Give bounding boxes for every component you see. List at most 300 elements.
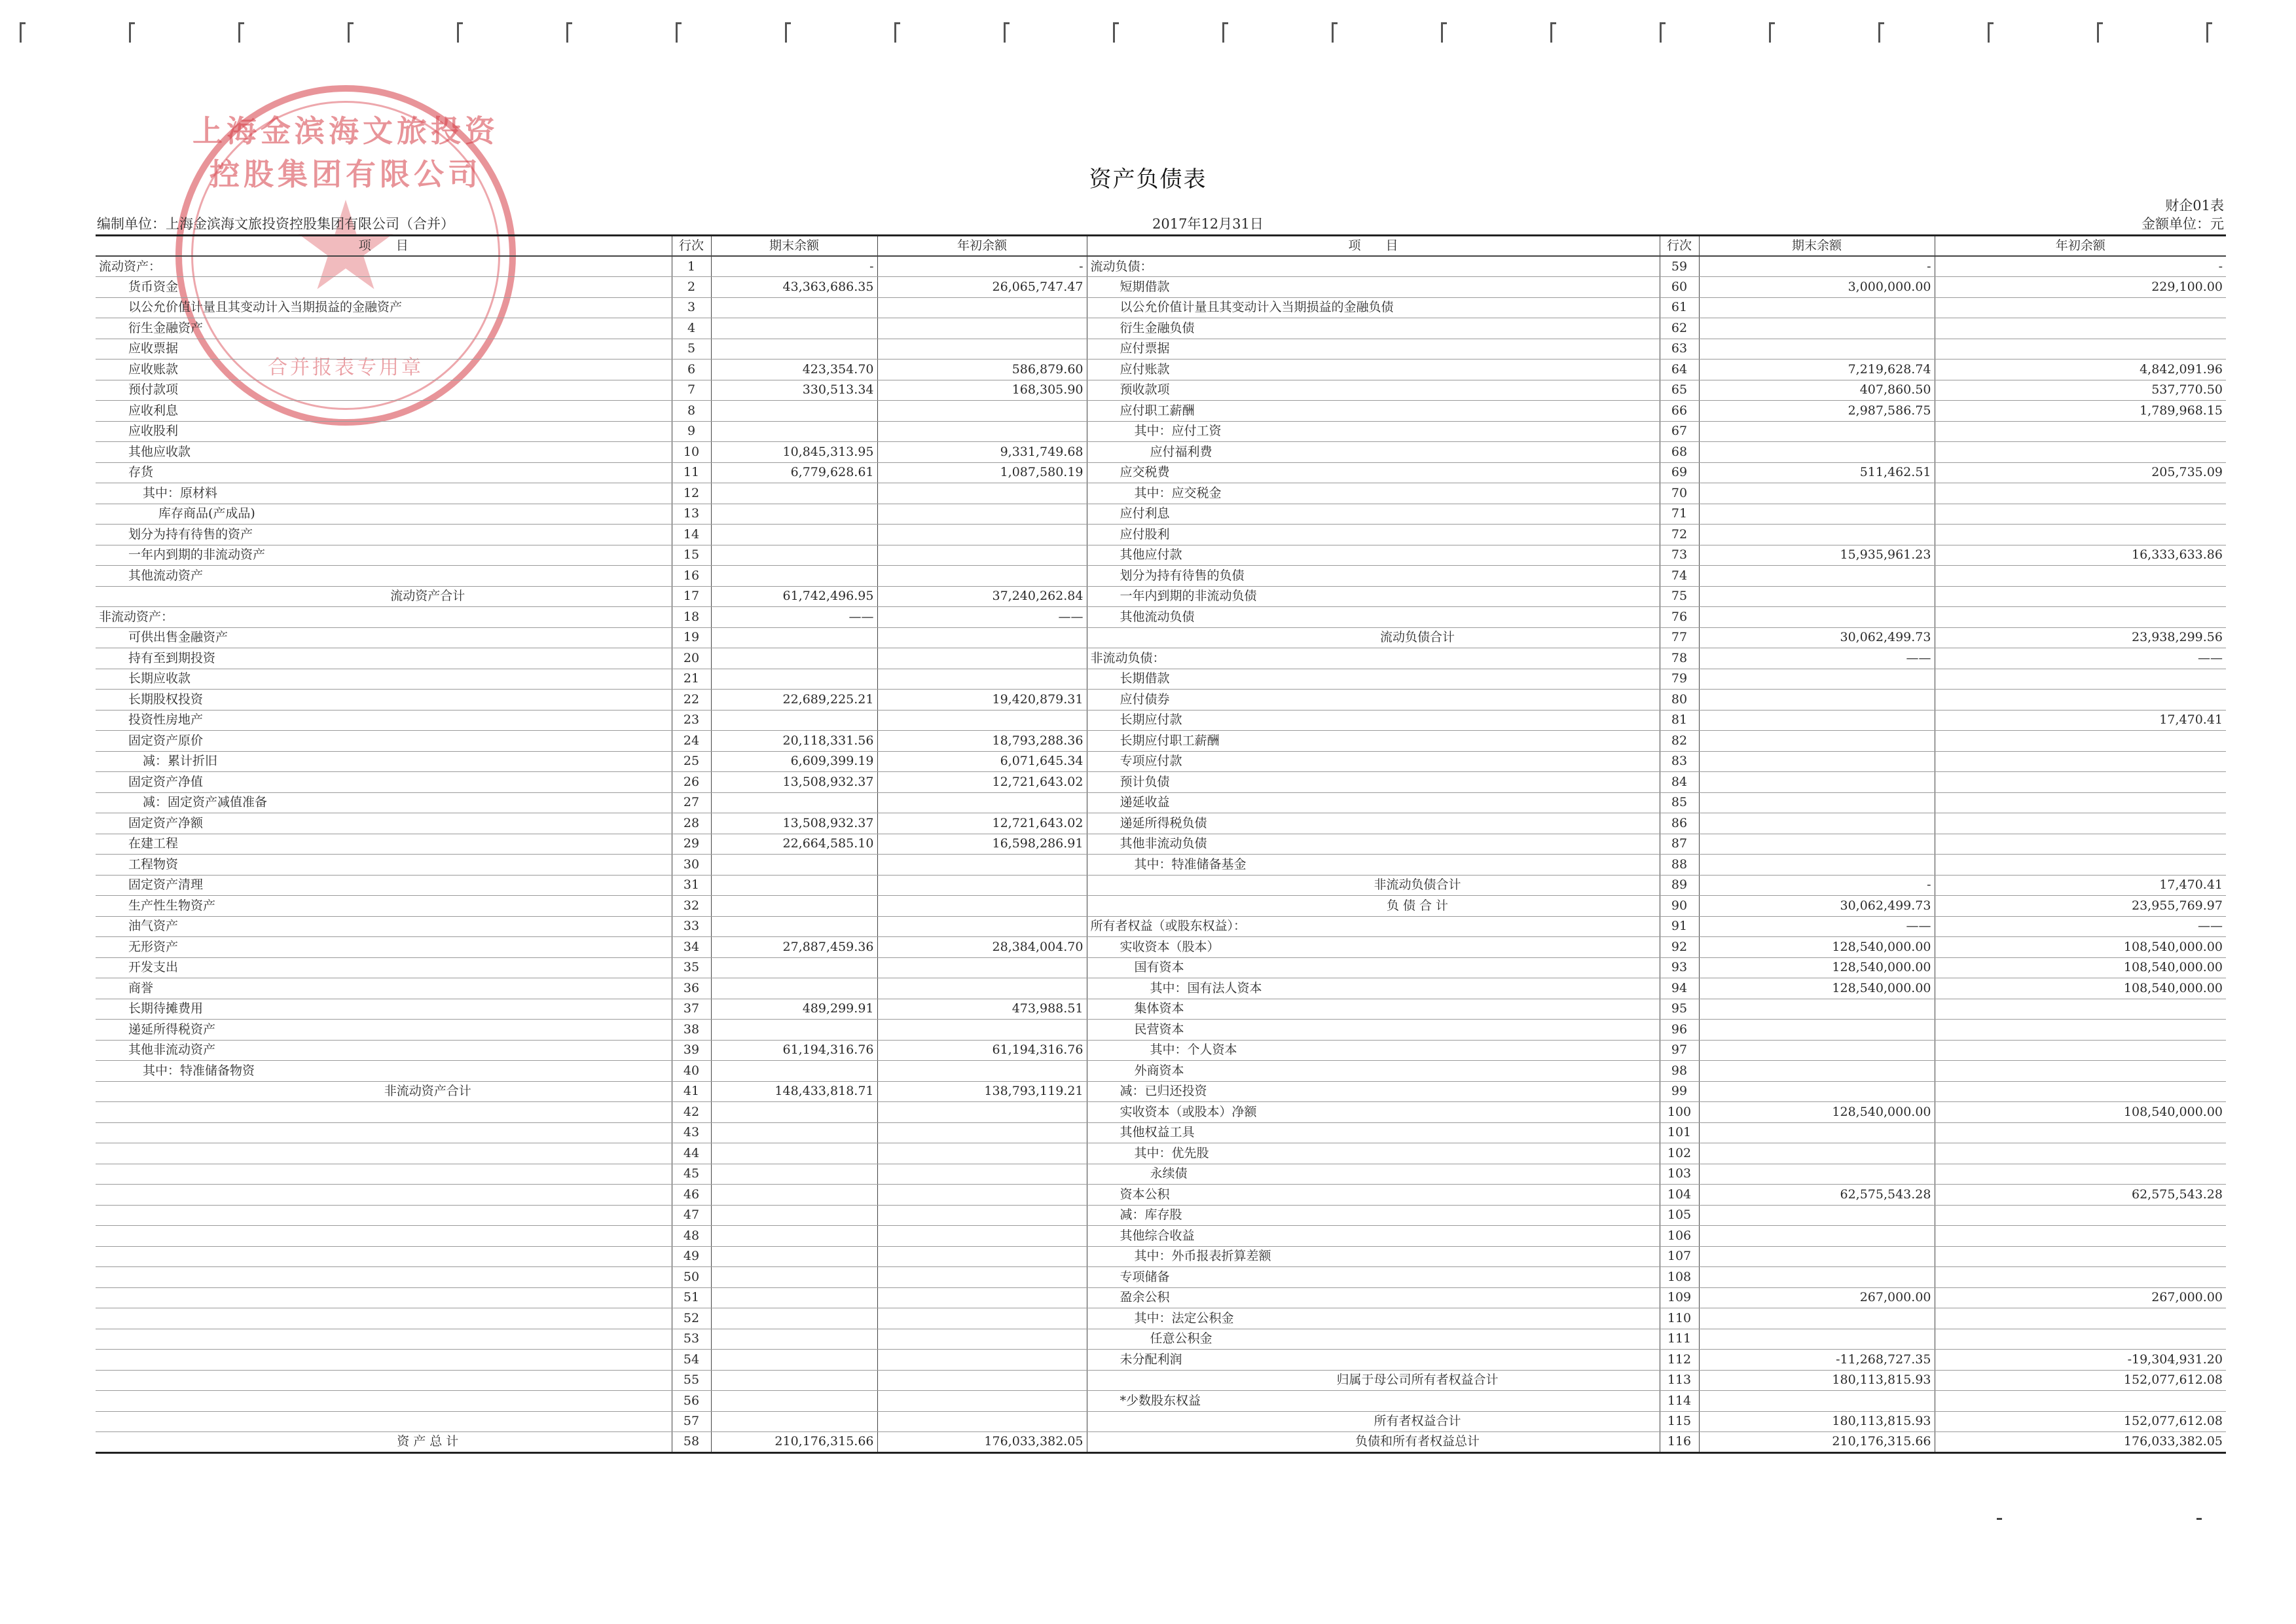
- begin-balance-left: 26,065,747.47: [877, 277, 1087, 298]
- line-number-left: 6: [672, 360, 711, 380]
- line-number-right: 98: [1660, 1061, 1699, 1082]
- item-cell-right: 民营资本: [1087, 1020, 1660, 1041]
- begin-balance-left: 12,721,643.02: [877, 772, 1087, 793]
- item-cell-left: [96, 1122, 672, 1143]
- item-cell-left: [96, 1226, 672, 1247]
- end-balance-right: [1699, 751, 1935, 772]
- end-balance-left: [711, 1164, 877, 1185]
- begin-balance-right: 267,000.00: [1935, 1287, 2226, 1308]
- end-balance-right: -11,268,727.35: [1699, 1350, 1935, 1371]
- end-balance-left: 61,194,316.76: [711, 1040, 877, 1061]
- line-number-left: 38: [672, 1020, 711, 1041]
- begin-balance-right: [1935, 504, 2226, 525]
- line-number-right: 111: [1660, 1329, 1699, 1350]
- line-number-right: 79: [1660, 669, 1699, 690]
- item-cell-right: 长期应付职工薪酬: [1087, 731, 1660, 752]
- begin-balance-right: [1935, 999, 2226, 1020]
- item-cell-right: 任意公积金: [1087, 1329, 1660, 1350]
- line-number-left: 55: [672, 1370, 711, 1391]
- table-row: [96, 813, 2226, 834]
- item-cell-right: 负 债 合 计: [1087, 896, 1660, 917]
- begin-balance-right: [1935, 1246, 2226, 1267]
- end-balance-right: [1699, 1308, 1935, 1329]
- line-number-left: 25: [672, 751, 711, 772]
- binder-hole-mark: [894, 22, 900, 43]
- end-balance-right: -: [1699, 875, 1935, 896]
- scan-mark: [2196, 1518, 2202, 1520]
- begin-balance-left: 61,194,316.76: [877, 1040, 1087, 1061]
- line-number-left: 51: [672, 1287, 711, 1308]
- end-balance-left: [711, 648, 877, 669]
- binder-holes: [20, 18, 2276, 45]
- item-cell-left: 一年内到期的非流动资产: [96, 545, 672, 566]
- line-number-right: 108: [1660, 1267, 1699, 1288]
- line-number-left: 33: [672, 916, 711, 937]
- table-row: [96, 916, 2226, 937]
- item-cell-right: 归属于母公司所有者权益合计: [1087, 1370, 1660, 1391]
- line-number-right: 92: [1660, 937, 1699, 958]
- end-balance-left: [711, 978, 877, 999]
- item-cell-left: 划分为持有待售的资产: [96, 525, 672, 545]
- end-balance-right: 210,176,315.66: [1699, 1432, 1935, 1453]
- line-number-left: 8: [672, 401, 711, 422]
- balance-sheet-body: [96, 256, 2226, 1452]
- end-balance-left: -: [711, 256, 877, 277]
- end-balance-right: [1699, 669, 1935, 690]
- line-number-right: 94: [1660, 978, 1699, 999]
- item-cell-left: [96, 1246, 672, 1267]
- table-row: [96, 669, 2226, 690]
- line-number-right: 71: [1660, 504, 1699, 525]
- end-balance-right: [1699, 607, 1935, 628]
- item-cell-right: 其中：国有法人资本: [1087, 978, 1660, 999]
- begin-balance-right: 1,789,968.15: [1935, 401, 2226, 422]
- item-cell-right: 划分为持有待售的负债: [1087, 566, 1660, 587]
- line-number-left: 58: [672, 1432, 711, 1453]
- begin-balance-left: -: [877, 256, 1087, 277]
- item-cell-left: [96, 1287, 672, 1308]
- line-number-left: 31: [672, 875, 711, 896]
- binder-hole-mark: [1769, 22, 1775, 43]
- item-cell-left: 长期应收款: [96, 669, 672, 690]
- end-balance-left: 148,433,818.71: [711, 1081, 877, 1102]
- begin-balance-right: 16,333,633.86: [1935, 545, 2226, 566]
- begin-balance-right: [1935, 751, 2226, 772]
- end-balance-right: [1699, 1226, 1935, 1247]
- begin-balance-left: [877, 1391, 1087, 1412]
- table-row: [96, 1246, 2226, 1267]
- table-row: [96, 297, 2226, 318]
- item-cell-right: 其他应付款: [1087, 545, 1660, 566]
- line-number-right: 84: [1660, 772, 1699, 793]
- end-balance-left: [711, 1205, 877, 1226]
- binder-hole-mark: [1988, 22, 1994, 43]
- line-number-left: 48: [672, 1226, 711, 1247]
- table-row: [96, 1411, 2226, 1432]
- binder-hole-mark: [1550, 22, 1556, 43]
- line-number-left: 4: [672, 318, 711, 339]
- end-balance-right: -: [1699, 256, 1935, 277]
- line-number-left: 13: [672, 504, 711, 525]
- item-cell-right: 所有者权益（或股东权益）：: [1087, 916, 1660, 937]
- begin-balance-right: [1935, 792, 2226, 813]
- binder-hole-mark: [566, 22, 572, 43]
- end-balance-right: [1699, 731, 1935, 752]
- line-number-right: 100: [1660, 1102, 1699, 1123]
- line-number-right: 63: [1660, 339, 1699, 360]
- begin-balance-left: [877, 1122, 1087, 1143]
- table-row: [96, 483, 2226, 504]
- table-row: [96, 792, 2226, 813]
- begin-balance-right: 62,575,543.28: [1935, 1185, 2226, 1206]
- line-number-right: 103: [1660, 1164, 1699, 1185]
- table-row: [96, 1205, 2226, 1226]
- item-cell-right: 应付利息: [1087, 504, 1660, 525]
- begin-balance-right: [1935, 690, 2226, 710]
- line-number-left: 14: [672, 525, 711, 545]
- item-cell-left: 非流动资产：: [96, 607, 672, 628]
- table-row: [96, 957, 2226, 978]
- item-cell-right: 专项应付款: [1087, 751, 1660, 772]
- item-cell-left: 其中：原材料: [96, 483, 672, 504]
- begin-balance-right: [1935, 525, 2226, 545]
- item-cell-right: 递延收益: [1087, 792, 1660, 813]
- end-balance-left: [711, 875, 877, 896]
- end-balance-left: [711, 1102, 877, 1123]
- end-balance-left: [711, 957, 877, 978]
- end-balance-right: [1699, 1143, 1935, 1164]
- header-meta: [97, 213, 2224, 236]
- line-number-right: 99: [1660, 1081, 1699, 1102]
- begin-balance-left: [877, 792, 1087, 813]
- item-cell-left: [96, 1308, 672, 1329]
- binder-hole-mark: [1878, 22, 1884, 43]
- item-cell-right: 流动负债合计: [1087, 627, 1660, 648]
- begin-balance-right: [1935, 586, 2226, 607]
- item-cell-left: 以公允价值计量且其变动计入当期损益的金融资产: [96, 297, 672, 318]
- binder-hole-mark: [238, 22, 244, 43]
- binder-hole-mark: [1441, 22, 1447, 43]
- line-number-right: 85: [1660, 792, 1699, 813]
- begin-balance-right: 176,033,382.05: [1935, 1432, 2226, 1453]
- line-number-right: 74: [1660, 566, 1699, 587]
- line-number-left: 21: [672, 669, 711, 690]
- begin-balance-left: [877, 1411, 1087, 1432]
- begin-balance-right: 23,955,769.97: [1935, 896, 2226, 917]
- table-row: [96, 586, 2226, 607]
- begin-balance-right: 108,540,000.00: [1935, 937, 2226, 958]
- line-number-left: 11: [672, 462, 711, 483]
- end-balance-left: [711, 1061, 877, 1082]
- begin-balance-left: 28,384,004.70: [877, 937, 1087, 958]
- item-cell-left: [96, 1205, 672, 1226]
- begin-balance-left: 1,087,580.19: [877, 462, 1087, 483]
- item-cell-left: 其他应收款: [96, 442, 672, 463]
- table-row: [96, 834, 2226, 855]
- line-number-left: 20: [672, 648, 711, 669]
- item-cell-left: 固定资产净值: [96, 772, 672, 793]
- line-number-left: 46: [672, 1185, 711, 1206]
- item-cell-left: [96, 1411, 672, 1432]
- table-row: [96, 875, 2226, 896]
- item-cell-left: 应收股利: [96, 421, 672, 442]
- end-balance-left: 22,689,225.21: [711, 690, 877, 710]
- item-cell-right: 其他权益工具: [1087, 1122, 1660, 1143]
- end-balance-left: [711, 1267, 877, 1288]
- item-cell-right: 实收资本（股本）: [1087, 937, 1660, 958]
- item-cell-right: 其他非流动负债: [1087, 834, 1660, 855]
- begin-balance-right: [1935, 1164, 2226, 1185]
- item-cell-left: 应收票据: [96, 339, 672, 360]
- item-cell-left: 资 产 总 计: [96, 1432, 672, 1453]
- begin-balance-right: [1935, 318, 2226, 339]
- item-cell-right: 应付股利: [1087, 525, 1660, 545]
- end-balance-left: 10,845,313.95: [711, 442, 877, 463]
- item-cell-right: 减：已归还投资: [1087, 1081, 1660, 1102]
- end-balance-right: [1699, 834, 1935, 855]
- line-number-left: 52: [672, 1308, 711, 1329]
- end-balance-right: 62,575,543.28: [1699, 1185, 1935, 1206]
- line-number-right: 101: [1660, 1122, 1699, 1143]
- line-number-left: 10: [672, 442, 711, 463]
- begin-balance-left: [877, 297, 1087, 318]
- begin-balance-right: [1935, 772, 2226, 793]
- begin-balance-right: [1935, 607, 2226, 628]
- begin-balance-left: 138,793,119.21: [877, 1081, 1087, 1102]
- item-cell-left: 库存商品(产成品): [96, 504, 672, 525]
- line-number-right: 114: [1660, 1391, 1699, 1412]
- end-balance-left: [711, 792, 877, 813]
- end-balance-left: [711, 1143, 877, 1164]
- col-header-line-left: 行次: [672, 236, 711, 257]
- item-cell-left: [96, 1329, 672, 1350]
- item-cell-right: 永续债: [1087, 1164, 1660, 1185]
- table-row: [96, 855, 2226, 876]
- table-row: [96, 1267, 2226, 1288]
- item-cell-left: 应收利息: [96, 401, 672, 422]
- line-number-left: 3: [672, 297, 711, 318]
- item-cell-right: 其中：特准储备基金: [1087, 855, 1660, 876]
- begin-balance-left: [877, 545, 1087, 566]
- end-balance-left: [711, 1411, 877, 1432]
- begin-balance-left: [877, 1020, 1087, 1041]
- end-balance-right: [1699, 525, 1935, 545]
- begin-balance-right: 108,540,000.00: [1935, 957, 2226, 978]
- item-cell-right: 专项储备: [1087, 1267, 1660, 1288]
- end-balance-left: 330,513.34: [711, 380, 877, 401]
- item-cell-left: [96, 1143, 672, 1164]
- line-number-right: 87: [1660, 834, 1699, 855]
- end-balance-right: [1699, 421, 1935, 442]
- begin-balance-left: 586,879.60: [877, 360, 1087, 380]
- col-header-end-right: 期末余额: [1699, 236, 1935, 257]
- table-row: [96, 896, 2226, 917]
- binder-hole-mark: [2206, 22, 2212, 43]
- begin-balance-left: 19,420,879.31: [877, 690, 1087, 710]
- end-balance-left: [711, 318, 877, 339]
- table-row: [96, 380, 2226, 401]
- binder-hole-mark: [129, 22, 135, 43]
- line-number-right: 88: [1660, 855, 1699, 876]
- begin-balance-right: [1935, 1143, 2226, 1164]
- begin-balance-right: 108,540,000.00: [1935, 1102, 2226, 1123]
- end-balance-right: ——: [1699, 648, 1935, 669]
- end-balance-left: 6,609,399.19: [711, 751, 877, 772]
- end-balance-right: [1699, 504, 1935, 525]
- begin-balance-right: [1935, 1308, 2226, 1329]
- line-number-left: 35: [672, 957, 711, 978]
- begin-balance-right: [1935, 297, 2226, 318]
- end-balance-left: [711, 483, 877, 504]
- end-balance-left: 43,363,686.35: [711, 277, 877, 298]
- col-header-begin-right: 年初余额: [1935, 236, 2226, 257]
- begin-balance-right: [1935, 1205, 2226, 1226]
- item-cell-right: 一年内到期的非流动负债: [1087, 586, 1660, 607]
- line-number-left: 44: [672, 1143, 711, 1164]
- end-balance-right: 267,000.00: [1699, 1287, 1935, 1308]
- table-row: [96, 1329, 2226, 1350]
- item-cell-right: 负债和所有者权益总计: [1087, 1432, 1660, 1453]
- end-balance-left: [711, 1185, 877, 1206]
- begin-balance-right: 17,470.41: [1935, 710, 2226, 731]
- line-number-right: 90: [1660, 896, 1699, 917]
- end-balance-right: [1699, 442, 1935, 463]
- end-balance-right: ——: [1699, 916, 1935, 937]
- item-cell-left: [96, 1102, 672, 1123]
- end-balance-left: 61,742,496.95: [711, 586, 877, 607]
- item-cell-right: 减：库存股: [1087, 1205, 1660, 1226]
- table-row: [96, 1143, 2226, 1164]
- end-balance-left: 20,118,331.56: [711, 731, 877, 752]
- reporting-entity: 编制单位：上海金滨海文旅投资控股集团有限公司（合并）: [97, 216, 454, 232]
- line-number-left: 2: [672, 277, 711, 298]
- begin-balance-left: [877, 504, 1087, 525]
- table-row: [96, 566, 2226, 587]
- item-cell-right: 所有者权益合计: [1087, 1411, 1660, 1432]
- seal-subtext: 合并报表专用章: [268, 356, 424, 379]
- item-cell-right: 非流动负债合计: [1087, 875, 1660, 896]
- end-balance-right: 407,860.50: [1699, 380, 1935, 401]
- table-row: [96, 1185, 2226, 1206]
- seal-text: 上海金滨海文旅投资控股集团有限公司: [192, 113, 499, 192]
- line-number-left: 49: [672, 1246, 711, 1267]
- item-cell-right: 应付福利费: [1087, 442, 1660, 463]
- end-balance-right: 30,062,499.73: [1699, 896, 1935, 917]
- table-row: [96, 1308, 2226, 1329]
- table-row: [96, 648, 2226, 669]
- begin-balance-left: [877, 1370, 1087, 1391]
- line-number-left: 5: [672, 339, 711, 360]
- line-number-right: 95: [1660, 999, 1699, 1020]
- begin-balance-right: [1935, 834, 2226, 855]
- table-row: [96, 751, 2226, 772]
- begin-balance-left: [877, 627, 1087, 648]
- begin-balance-right: [1935, 1391, 2226, 1412]
- item-cell-left: 其中：特准储备物资: [96, 1061, 672, 1082]
- item-cell-right: 应付票据: [1087, 339, 1660, 360]
- table-row: [96, 1102, 2226, 1123]
- line-number-right: 69: [1660, 462, 1699, 483]
- item-cell-right: 其中：法定公积金: [1087, 1308, 1660, 1329]
- line-number-left: 30: [672, 855, 711, 876]
- line-number-left: 32: [672, 896, 711, 917]
- end-balance-right: 7,219,628.74: [1699, 360, 1935, 380]
- begin-balance-right: 152,077,612.08: [1935, 1370, 2226, 1391]
- begin-balance-left: [877, 1287, 1087, 1308]
- line-number-left: 18: [672, 607, 711, 628]
- item-cell-right: 应交税费: [1087, 462, 1660, 483]
- begin-balance-left: 473,988.51: [877, 999, 1087, 1020]
- binder-hole-mark: [1113, 22, 1119, 43]
- item-cell-left: 递延所得税资产: [96, 1020, 672, 1041]
- item-cell-left: 油气资产: [96, 916, 672, 937]
- end-balance-left: 210,176,315.66: [711, 1432, 877, 1453]
- binder-hole-mark: [676, 22, 682, 43]
- item-cell-left: 应收账款: [96, 360, 672, 380]
- binder-hole-mark: [2097, 22, 2103, 43]
- line-number-left: 56: [672, 1391, 711, 1412]
- end-balance-right: [1699, 1081, 1935, 1102]
- end-balance-left: 13,508,932.37: [711, 772, 877, 793]
- end-balance-left: [711, 1391, 877, 1412]
- begin-balance-left: [877, 1226, 1087, 1247]
- header-row: [96, 236, 2226, 257]
- table-row: [96, 978, 2226, 999]
- begin-balance-left: 12,721,643.02: [877, 813, 1087, 834]
- begin-balance-right: [1935, 421, 2226, 442]
- end-balance-right: [1699, 1329, 1935, 1350]
- begin-balance-left: [877, 483, 1087, 504]
- table-row: [96, 360, 2226, 380]
- end-balance-right: 128,540,000.00: [1699, 1102, 1935, 1123]
- item-cell-right: 其中：应付工资: [1087, 421, 1660, 442]
- scan-mark: [1997, 1518, 2002, 1520]
- item-cell-right: 其中：个人资本: [1087, 1040, 1660, 1061]
- item-cell-left: 生产性生物资产: [96, 896, 672, 917]
- end-balance-right: [1699, 1061, 1935, 1082]
- begin-balance-left: [877, 957, 1087, 978]
- begin-balance-right: [1935, 1226, 2226, 1247]
- item-cell-left: [96, 1391, 672, 1412]
- begin-balance-right: [1935, 1267, 2226, 1288]
- begin-balance-left: [877, 1205, 1087, 1226]
- table-row: [96, 318, 2226, 339]
- begin-balance-left: 176,033,382.05: [877, 1432, 1087, 1453]
- line-number-right: 109: [1660, 1287, 1699, 1308]
- end-balance-right: [1699, 566, 1935, 587]
- line-number-left: 37: [672, 999, 711, 1020]
- end-balance-right: [1699, 483, 1935, 504]
- line-number-right: 80: [1660, 690, 1699, 710]
- table-row: [96, 1391, 2226, 1412]
- table-row: [96, 1370, 2226, 1391]
- end-balance-right: 180,113,815.93: [1699, 1370, 1935, 1391]
- begin-balance-left: [877, 916, 1087, 937]
- col-header-line-right: 行次: [1660, 236, 1699, 257]
- begin-balance-right: -: [1935, 256, 2226, 277]
- currency-unit: 金额单位：元: [2141, 216, 2224, 232]
- item-cell-right: 长期应付款: [1087, 710, 1660, 731]
- item-cell-left: 减：累计折旧: [96, 751, 672, 772]
- end-balance-left: ——: [711, 607, 877, 628]
- item-cell-right: *少数股东权益: [1087, 1391, 1660, 1412]
- item-cell-right: 递延所得税负债: [1087, 813, 1660, 834]
- table-row: [96, 937, 2226, 958]
- table-row: [96, 1350, 2226, 1371]
- table-row: [96, 1040, 2226, 1061]
- begin-balance-right: 205,735.09: [1935, 462, 2226, 483]
- item-cell-right: 国有资本: [1087, 957, 1660, 978]
